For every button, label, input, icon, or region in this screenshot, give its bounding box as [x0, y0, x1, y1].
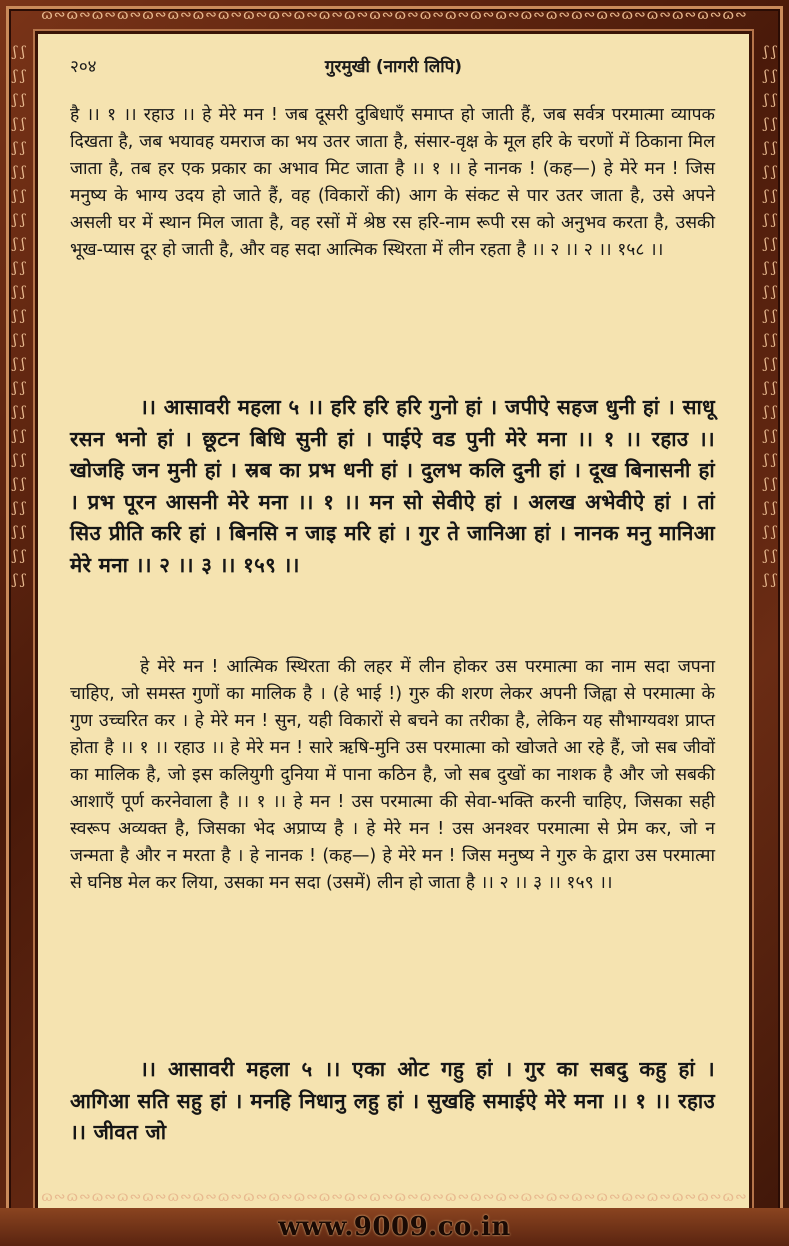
verse-text: ।। आसावरी महला ५ ।। हरि हरि हरि गुनो हां । जपीऐ सहज धुनी हां । साधू रसन भनो हां । छूटन बिधि सुनी हां । पाईऐ वड पुनी मेरे मना ।। १ ।। रहाउ ।। खोजहि जन मुनी हां । स्रब का प्रभ धनी हां । दुलभ कलि दुनी हां । दूख बिनासनी हां । प्रभ पूरन आसनी मेरे मना ।। १ ।। मन सो सेवीऐ हां । अलख अभेवीऐ हां । तां सिउ प्रीति करि हां । बिनसि न जाइ मरि हां । गुर ते जानिआ हां । नानक मनु मानिआ मेरे मना ।। २ ।। ३ ।। १५९ ।। [70, 395, 715, 577]
page-header [70, 54, 717, 84]
verse-text: ।। आसावरी महला ५ ।। एका ओट गहु हां । गुर का सबदु कहु हां । आगिआ सति सहु हां । मनहि निधानु लहु हां । सुखहि समाईऐ मेरे मना ।। १ ।। रहाउ ।। जीवत जो [70, 1057, 715, 1144]
footer-url[interactable]: www.9009.co.in [278, 1212, 511, 1242]
ornament-bottom: ɷ∾ɷ∾ɷ∾ɷ∾ɷ∾ɷ∾ɷ∾ɷ∾ɷ∾ɷ∾ɷ∾ɷ∾ɷ∾ɷ∾ɷ∾ɷ∾ɷ∾ɷ∾ɷ∾ɷ∾ɷ∾ɷ∾ɷ∾ɷ∾ɷ∾ɷ∾ɷ∾ɷ∾ [41, 1189, 748, 1205]
paragraph-text: है ।। १ ।। रहाउ ।। हे मेरे मन ! जब दूसरी दुबिधाएँ समाप्त हो जाती हैं, जब सर्वत्र परमात्मा व्यापक दिखता है, जब भयावह यमराज का भय उतर जाता है, संसार-वृक्ष के मूल हरि के चरणों में ठिकाना मिल जाता है, तब हर एक प्रकार का अभाव मिट जाता है ।। १ ।। हे नानक ! (कह—) हे मेरे मन ! जिस मनुष्य के भाग्य उदय हो जाते हैं, वह (विकारों की) आग के संकट से पार उतर जाता है, उसे अपने असली घर में स्थान मिल जाता है, वह रसों में श्रेष्ठ रस हरि-नाम रूपी रस को अनुभव करता है, उसकी भूख-प्यास दूर हो जाती है, और वह सदा आत्मिक स्थिरता में लीन रहता है ।। २ ।। २ ।। १५८ ।। [70, 105, 715, 260]
ornament-top: ɷ∾ɷ∾ɷ∾ɷ∾ɷ∾ɷ∾ɷ∾ɷ∾ɷ∾ɷ∾ɷ∾ɷ∾ɷ∾ɷ∾ɷ∾ɷ∾ɷ∾ɷ∾ɷ∾ɷ∾ɷ∾ɷ∾ɷ∾ɷ∾ɷ∾ɷ∾ɷ∾ɷ∾ [41, 7, 748, 23]
translation-paragraph-2 [70, 654, 715, 897]
page-number: २०४ [70, 57, 97, 77]
hymn-verse-2 [70, 1054, 715, 1149]
paragraph-text: हे मेरे मन ! आत्मिक स्थिरता की लहर में लीन होकर उस परमात्मा का नाम सदा जपना चाहिए, जो समस्त गुणों का मालिक है । (हे भाई !) गुरु की शरण लेकर अपनी जिह्वा से परमात्मा के गुण उच्चरित कर । हे मेरे मन ! सुन, यही विकारों से बचने का तरीका है, लेकिन यह सौभाग्यवश प्राप्त होता है ।। १ ।। रहाउ ।। हे मेरे मन ! सारे ऋषि-मुनि उस परमात्मा को खोजते आ रहे हैं, जो सब जीवों का मालिक है, जो इस कलियुगी दुनिया में पाना कठिन है, जो सब दुखों का नाशक है और जो सबकी आशाएँ पूर्ण करनेवाला है ।। १ ।। हे मन ! उस परमात्मा की सेवा-भक्ति करनी चाहिए, जिसका सही स्वरूप अव्यक्त है, जिसका भेद अप्राप्य है । हे मेरे मन ! उस अनश्वर परमात्मा से प्रेम कर, जो न जन्मता है और न मरता है । हे नानक ! (कह—) हे मेरे मन ! जिस मनुष्य ने गुरु के द्वारा उस परमात्मा से घनिष्ठ मेल कर लिया, उसका मन सदा (उसमें) लीन हो जाता है ।। २ ।। ३ ।। १५९ ।। [70, 657, 715, 893]
ornament-left: ʃ ʃ ʃ ʃ ʃ ʃ ʃ ʃ ʃ ʃ ʃ ʃ ʃ ʃ ʃ ʃ ʃ ʃ ʃ ʃ ʃ ʃ ʃ ʃ ʃ ʃ ʃ ʃ ʃ ʃ ʃ ʃ ʃ ʃ ʃ ʃ ʃ ʃ ʃ ʃ ʃ ʃ ʃ ʃ ʃ ʃ [12, 44, 26, 588]
page-title: गुरमुखी (नागरी लिपि) [324, 57, 463, 77]
ornament-right: ʃ ʃ ʃ ʃ ʃ ʃ ʃ ʃ ʃ ʃ ʃ ʃ ʃ ʃ ʃ ʃ ʃ ʃ ʃ ʃ ʃ ʃ ʃ ʃ ʃ ʃ ʃ ʃ ʃ ʃ ʃ ʃ ʃ ʃ ʃ ʃ ʃ ʃ ʃ ʃ ʃ ʃ ʃ ʃ ʃ ʃ [763, 44, 777, 588]
translation-paragraph-1 [70, 102, 715, 264]
hymn-verse-1 [70, 392, 715, 581]
scripture-page [38, 34, 749, 1208]
